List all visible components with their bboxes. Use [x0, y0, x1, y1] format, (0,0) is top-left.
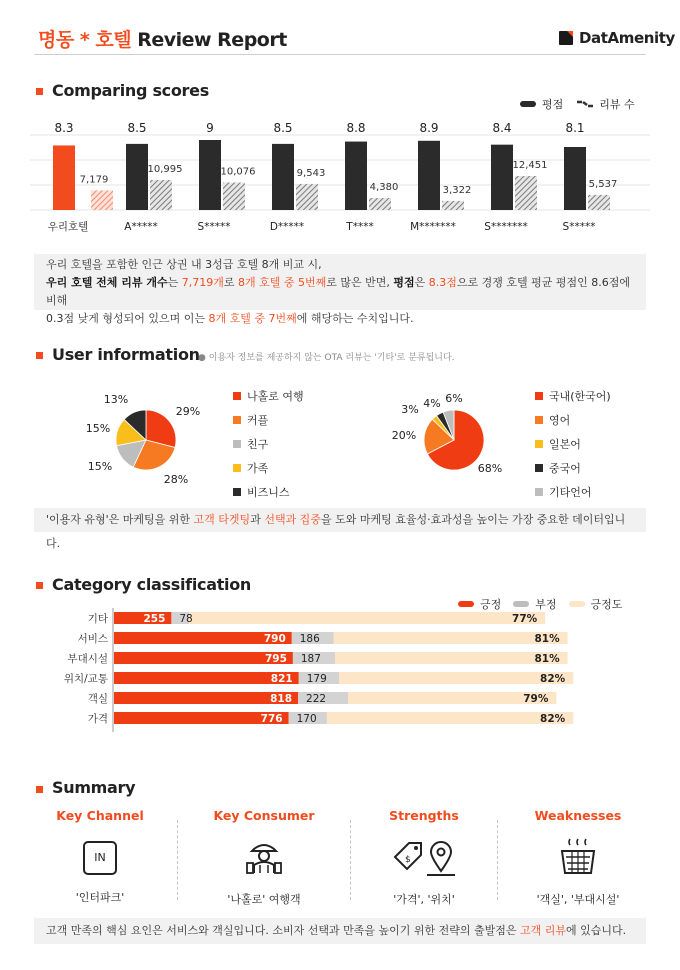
section-title-category: Category classification [52, 575, 252, 594]
legend-item [233, 484, 304, 500]
note-text: 고객 만족의 핵심 요인은 서비스와 객실입니다. 소비자 선택과 만족을 높이기 위한 전략의 출발점은 [46, 924, 520, 937]
note-text: 는 [167, 276, 182, 289]
pie-value-label: 6% [445, 392, 463, 405]
note-highlight-targeting: 고객 타겟팅 [193, 513, 251, 526]
ratio-label: 79% [523, 693, 549, 705]
review-bar [223, 182, 245, 210]
category-chart [112, 608, 582, 734]
hotel-label: 우리호텔 [47, 221, 89, 233]
review-label: 4,380 [369, 182, 399, 194]
section-title-user-info: User information [52, 345, 200, 364]
note-highlight-reviews: 고객 리뷰 [520, 924, 567, 937]
scores-chart [30, 115, 650, 240]
score-bar [345, 142, 367, 210]
note-text: 으로 경쟁 호텔 평균 평점인 8.6점에 비해 [46, 276, 630, 307]
category-label: 서비스 [77, 633, 108, 645]
channel-icon: IN [83, 841, 117, 875]
summary-caption: '가격', '위치' [393, 893, 455, 906]
review-bar [91, 190, 113, 210]
user-type-pie [80, 388, 220, 488]
note-text: 0.3점 낮게 형성되어 있으며 이는 [46, 312, 209, 325]
hotel-name: 명동 * 호텔 [38, 29, 132, 51]
legend-swatch [233, 416, 241, 424]
hotel-label: T**** [346, 221, 374, 233]
score-label: 8.3 [54, 121, 74, 135]
review-bar [442, 201, 464, 210]
legend-item [535, 436, 611, 452]
legend-reviews-label: 리뷰 수 [599, 98, 635, 111]
legend-swatch [535, 416, 543, 424]
user-info-note [34, 508, 646, 550]
legend-label: 비즈니스 [247, 486, 290, 499]
positive-label: 255 [143, 613, 166, 625]
note-text: 은 [414, 276, 429, 289]
summary-head: Key Consumer [213, 808, 315, 823]
hotel-label: S***** [197, 221, 231, 233]
score-bar [564, 147, 586, 210]
scores-note-line3 [46, 310, 634, 328]
score-label: 9 [206, 121, 214, 135]
positive-label: 790 [263, 633, 286, 645]
pie-value-label: 15% [85, 422, 111, 435]
section-bullet [36, 88, 43, 95]
summary-caption: '객실', '부대시설' [536, 893, 620, 906]
legend-swatch [535, 488, 543, 496]
note-emph-score: 평점 [393, 276, 415, 289]
score-bar [199, 140, 221, 210]
review-label: 5,537 [588, 178, 618, 190]
section-title-scores: Comparing scores [52, 81, 209, 100]
score-bar [126, 144, 148, 210]
score-label: 8.5 [273, 121, 293, 135]
summary-note [34, 918, 646, 944]
price-location-icon [389, 835, 459, 879]
summary-head: Strengths [389, 808, 459, 823]
legend-label: 중국어 [549, 462, 581, 475]
review-label: 7,179 [79, 174, 109, 186]
legend-label: 국내(한국어) [549, 390, 611, 403]
ratio-label: 82% [540, 713, 566, 725]
legend-positive-swatch [458, 601, 474, 607]
legend-score [520, 96, 563, 112]
review-label: 12,451 [512, 160, 548, 171]
pie-value-label: 28% [163, 473, 189, 486]
legend-item [535, 388, 611, 404]
legend-swatch [233, 392, 241, 400]
legend-reviews [577, 96, 634, 112]
laundry-basket-icon [556, 835, 600, 879]
hotel-label: M******* [410, 221, 456, 233]
summary-head: Weaknesses [534, 808, 622, 823]
pie-value-label: 15% [87, 460, 113, 473]
category-label: 객실 [87, 693, 108, 705]
note-text: 로 [223, 276, 238, 289]
pie-value-label: 3% [401, 403, 419, 416]
note-highlight-review-count: 7,719개 [181, 276, 224, 289]
section-bullet [36, 352, 43, 359]
negative-label: 187 [300, 653, 321, 665]
ratio-label: 81% [534, 653, 560, 665]
negative-label: 186 [299, 633, 320, 645]
legend-negative-swatch [513, 601, 529, 607]
legend-score-swatch [520, 101, 536, 107]
legend-swatch [233, 488, 241, 496]
legend-swatch [233, 440, 241, 448]
ratio-label: 82% [540, 673, 566, 685]
review-label: 9,543 [296, 167, 326, 179]
scores-note-line1: 우리 호텔을 포함한 인근 상권 내 3성급 호텔 8개 비교 시, [46, 258, 322, 271]
traveler-icon [242, 835, 286, 879]
note-highlight-focus: 선택과 집중 [264, 513, 321, 526]
header-divider [34, 54, 646, 55]
score-bar [491, 145, 513, 210]
pie-value-label: 68% [477, 462, 503, 475]
hotel-label: D***** [269, 221, 305, 233]
summary-key-consumer [194, 808, 334, 907]
positive-label: 795 [264, 653, 287, 665]
category-label: 위치/교통 [63, 673, 108, 685]
legend-item [233, 460, 304, 476]
logo-text: DatAmenity [579, 29, 675, 47]
score-bar [53, 145, 75, 210]
legend-label: 영어 [549, 414, 571, 427]
positive-label: 821 [270, 673, 293, 685]
summary-key-channel [30, 808, 170, 905]
user-type-legend [233, 388, 304, 500]
pie-value-label: 13% [103, 393, 129, 406]
legend-positive-label: 긍정 [480, 598, 502, 611]
score-bar [418, 141, 440, 210]
legend-label: 가족 [247, 462, 269, 475]
summary-divider [497, 820, 498, 900]
review-label: 10,076 [220, 166, 256, 178]
review-bar [150, 180, 172, 210]
score-bar [272, 144, 294, 210]
negative-label: 78 [179, 613, 193, 625]
hotel-label: S******* [484, 221, 528, 233]
category-label: 기타 [87, 613, 108, 625]
negative-label: 179 [306, 673, 327, 685]
score-label: 8.8 [346, 121, 366, 135]
note-highlight-score: 8.3점 [428, 276, 457, 289]
note-highlight-rank-score: 8개 호텔 중 7번째 [208, 312, 297, 325]
pie-value-label: 4% [423, 397, 441, 410]
legend-label: 커플 [247, 414, 269, 427]
positive-label: 818 [270, 693, 293, 705]
language-pie [390, 388, 520, 488]
review-label: 10,995 [147, 163, 183, 175]
summary-strengths [354, 808, 494, 907]
score-label: 8.1 [565, 121, 585, 135]
hotel-label: A***** [124, 221, 158, 233]
legend-ratio-label: 긍정도 [590, 598, 623, 611]
scores-legend [520, 96, 635, 112]
category-label: 부대시설 [67, 653, 108, 665]
score-label: 8.4 [492, 121, 512, 135]
legend-label: 나홀로 여행 [247, 390, 304, 403]
pie-value-label: 29% [175, 405, 201, 418]
positive-label: 776 [260, 713, 283, 725]
legend-reviews-swatch [577, 100, 593, 108]
legend-item [233, 388, 304, 404]
review-bar [296, 184, 318, 210]
legend-label: 친구 [247, 438, 269, 451]
summary-weaknesses [508, 808, 648, 907]
legend-item [535, 460, 611, 476]
ratio-label: 81% [534, 633, 560, 645]
legend-swatch [535, 392, 543, 400]
brand-logo [557, 29, 675, 47]
score-label: 8.9 [419, 121, 439, 135]
note-text: 을 도와 마케팅 효율성·효과성을 높이는 가장 중요한 데이터입니다. [46, 513, 626, 550]
note-emph-total-reviews: 우리 호텔 전체 리뷰 개수 [46, 276, 168, 289]
legend-item [233, 436, 304, 452]
ratio-label: 77% [512, 613, 538, 625]
review-label: 3,322 [442, 184, 472, 196]
summary-divider [350, 820, 351, 900]
note-highlight-rank-reviews: 8개 호텔 중 5번째 [237, 276, 327, 289]
legend-label: 기타언어 [549, 486, 592, 499]
legend-item [535, 484, 611, 500]
scores-note-line2 [46, 274, 634, 310]
pie-value-label: 20% [391, 429, 417, 442]
legend-label: 일본어 [549, 438, 581, 451]
hotel-label: S***** [562, 221, 596, 233]
summary-divider [177, 820, 178, 900]
legend-negative-label: 부정 [535, 598, 557, 611]
legend-ratio-swatch [569, 601, 585, 607]
category-label: 가격 [87, 713, 108, 725]
summary-caption: '인터파크' [75, 891, 125, 904]
note-text: '이용자 유형'은 마케팅을 위한 [46, 513, 194, 526]
legend-swatch [535, 464, 543, 472]
score-label: 8.5 [127, 121, 147, 135]
report-title [38, 25, 287, 52]
summary-caption: '나홀로' 여행객 [227, 893, 301, 906]
note-text: 로 많은 반면, [326, 276, 394, 289]
scores-note [34, 254, 646, 325]
section-title-summary: Summary [52, 778, 136, 797]
summary-head: Key Channel [56, 808, 144, 823]
note-text: 과 [250, 513, 265, 526]
language-legend [535, 388, 611, 500]
legend-item [535, 412, 611, 428]
legend-swatch [233, 464, 241, 472]
negative-label: 222 [306, 693, 327, 705]
review-bar [588, 195, 610, 210]
legend-swatch [535, 440, 543, 448]
negative-label: 170 [296, 713, 317, 725]
note-text: 에 해당하는 수치입니다. [296, 312, 414, 325]
legend-item [233, 412, 304, 428]
section-bullet [36, 786, 43, 793]
legend-score-label: 평점 [542, 98, 564, 111]
review-bar [369, 198, 391, 210]
note-text: 에 있습니다. [566, 924, 627, 937]
user-info-footnote: ● 이용자 정보를 제공하지 않는 OTA 리뷰는 '기타'로 분류됩니다. [198, 353, 455, 363]
datamenity-logo-icon [557, 29, 575, 47]
section-bullet [36, 582, 43, 589]
review-bar [515, 176, 537, 210]
svg-text:$: $ [405, 855, 411, 865]
report-title-rest: Review Report [131, 29, 287, 51]
